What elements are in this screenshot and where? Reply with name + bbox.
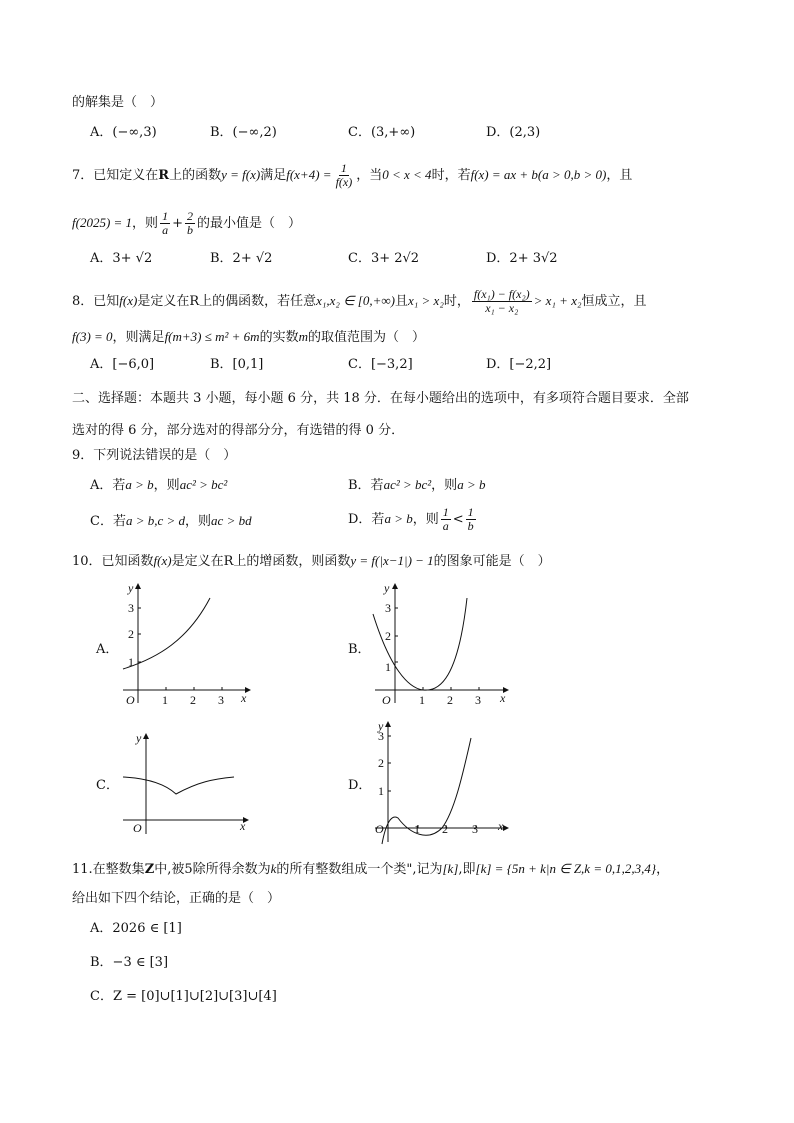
origin-label: O [133,821,142,835]
q11-option-c: C．Z = [0]∪[1]∪[2]∪[3]∪[4] [90,989,277,1004]
q8-option-b: B．[0,1] [210,357,264,372]
x-tick-1: 1 [419,693,425,707]
q8-option-d: D．[−2,2] [486,357,552,372]
q8-option-c: C．[−3,2] [348,357,413,372]
y-tick-1: 1 [128,655,134,669]
q10-graph-b-label: B． [348,642,371,657]
y-tick-3: 3 [385,601,391,615]
y-axis-label: y [136,731,142,745]
y-tick-1: 1 [385,660,391,674]
q6-continuation: 的解集是（ ） [72,95,164,110]
q10-graph-d-label: D． [348,778,372,793]
q10-graph-c [118,730,258,840]
q7-fraction: $\frac{1}{f(x)}$ [335,161,353,189]
origin-label: O [375,822,384,836]
q9-option-c: C．若a > b,c > d，则ac > bd [90,513,252,529]
x-tick-2: 2 [190,693,196,707]
q7-option-b: B．2+ √2 [210,251,273,266]
q7-option-a: A．3+ √2 [90,251,153,266]
q11-stem-line2: 给出如下四个结论，正确的是（ ） [72,891,281,906]
x-tick-2: 2 [442,822,448,836]
q10-graph-b [370,578,515,708]
q10-graph-c-label: C． [96,778,119,793]
q9-stem: 9．下列说法错误的是（ ） [72,448,237,463]
q7-option-d: D．2+ 3√2 [486,251,558,266]
x-axis-label: x [500,691,506,705]
origin-label: O [382,693,391,707]
x-axis-label: x [241,691,247,705]
q7-option-c: C．3+ 2√2 [348,251,420,266]
y-tick-3: 3 [128,601,134,615]
x-axis-label: x [498,819,504,833]
y-tick-1: 1 [378,784,384,798]
q9-option-b: B．若ac² > bc²，则a > b [348,477,486,493]
q9-option-a: A．若a > b，则ac² > bc² [90,477,228,493]
q6-option-d: D．(2,3) [486,125,541,140]
x-tick-3: 3 [472,822,478,836]
q11-option-b: B．−3 ∈ [3] [90,955,169,970]
q11-stem-line1: 11.在整数集Z中,被5除所得余数为k的所有整数组成一个类",记为[k],即[k] = {5n + k|n ∈ Z,k = 0,1,2,3,4}， [72,861,670,877]
x-tick-2: 2 [447,693,453,707]
q6-option-c: C．(3,+∞) [348,125,416,140]
q8-stem-line1: 8．已知f(x)是定义在R上的偶函数，若任意x₁,x₂ ∈ [0,+∞)且x₁ > x₂时， $\frac{\text{f(x₁) − f(x₂)}}{\text{x₁ − x₂}}$ > x₁ + x₂恒成立，且 [72,287,647,315]
x-axis-label: x [240,819,246,833]
q10-stem: 10．已知函数f(x)是定义在R上的增函数，则函数y = f(|x−1|) − 1的图象可能是（ ） [72,553,551,569]
q10-graph-d [370,718,515,848]
section2-heading-line2: 选对的得 6 分，部分选对的得部分分，有选错的得 0 分． [72,423,405,438]
curve [123,777,234,794]
q9-option-d: D．若a > b，则 $\frac{1}{a}$ < $\frac{1}{b}$ [348,505,474,533]
y-tick-2: 2 [378,756,384,770]
x-tick-3: 3 [218,693,224,707]
curve [123,598,210,669]
q6-option-a: A．(−∞,3) [90,125,157,140]
y-tick-2: 2 [385,629,391,643]
origin-label: O [126,693,135,707]
q10-graph-a-label: A． [96,642,119,657]
x-tick-1: 1 [162,693,168,707]
y-axis-label: y [378,719,384,733]
y-tick-2: 2 [128,627,134,641]
q6-option-b: B．(−∞,2) [210,125,277,140]
q11-option-a: A．2026 ∈ [1] [90,921,182,936]
section2-heading-line1: 二、选择题：本题共 3 小题，每小题 6 分，共 18 分．在每小题给出的选项中，有多项符合题目要求．全部 [72,391,689,406]
y-axis-label: y [384,581,390,595]
q8-option-a: A．[−6,0] [90,357,155,372]
q8-stem-line2: f(3) = 0，则满足f(m+3) ≤ m² + 6m的实数m的取值范围为（ ） [72,329,425,345]
q10-graph-a [118,578,258,708]
x-tick-3: 3 [475,693,481,707]
y-axis-label: y [128,581,134,595]
q7-stem-line1: 7．已知定义在R上的函数y = f(x)满足f(x+4) = $\frac{1}{f(x)}$ ，当0 < x < 4时，若f(x) = ax + b(a > 0,b > 0)，且 [72,161,633,189]
q7-stem-line2: f(2025) = 1，则 $\frac{1}{a}$ + $\frac{2}{b}$ 的最小值是（ ） [72,209,301,237]
y-tick-3: 3 [378,729,384,743]
x-tick-1: 1 [414,822,420,836]
